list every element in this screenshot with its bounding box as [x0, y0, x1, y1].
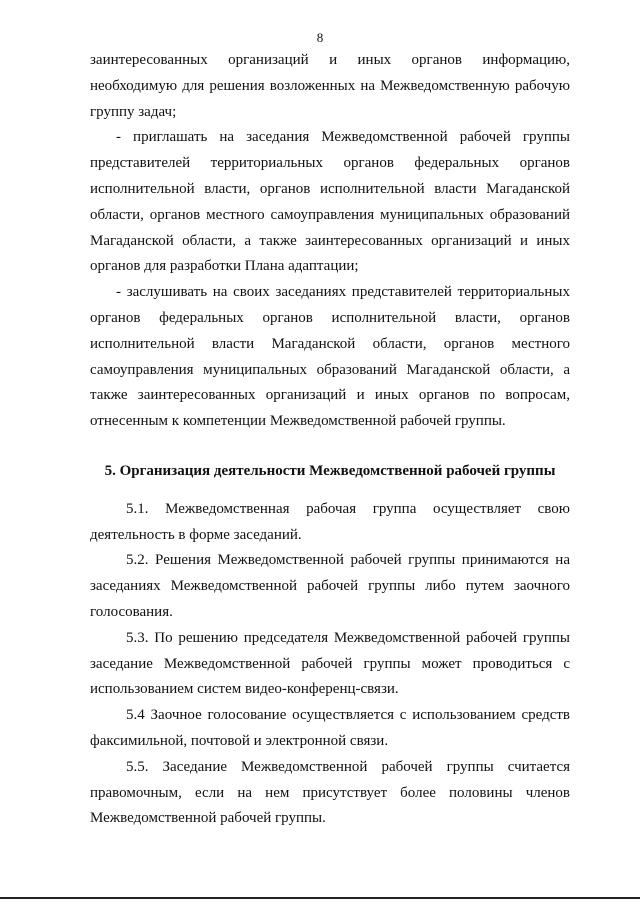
document-body: [90, 48, 570, 832]
paragraph-5-5: 5.5. Заседание Межведомственной рабочей группы считается правомочным, если на нем присутствует более половины членов Межведомственной рабочей группы.: [90, 758, 570, 827]
paragraph-hear: - заслушивать на своих заседаниях представителей территориальных органов федеральных органов исполнительной власти, органов исполнительной власти Магаданской области, органов местного самоуправления муниципальных образований Магаданской области, а также заинтересованных организаций и иных органов по вопросам, отнесенным к компетенции Межведомственной рабочей группы.: [90, 284, 570, 430]
paragraph-5-1: 5.1. Межведомственная рабочая группа осуществляет свою деятельность в форме заседаний.: [90, 500, 570, 543]
paragraph-5-2: 5.2. Решения Межведомственной рабочей группы принимаются на заседаниях Межведомственной рабочей группы либо путем заочного голосования.: [90, 552, 570, 620]
paragraph-5-3: 5.3. По решению председателя Межведомственной рабочей группы заседание Межведомственной рабочей группы может проводиться с использованием систем видео-конференц-связи.: [90, 629, 570, 698]
paragraph-5-4: 5.4 Заочное голосование осуществляется с использованием средств факсимильной, почтовой и электронной связи.: [90, 707, 570, 749]
paragraph-continuation: заинтересованных организаций и иных органов информацию, необходимую для решения возложенных на Межведомственную рабочую группу задач;: [90, 52, 570, 120]
section-heading: 5. Организация деятельности Межведомственной рабочей группы: [104, 462, 556, 479]
paragraph-invite: - приглашать на заседания Межведомственной рабочей группы представителей территориальных органов федеральных органов исполнительной власти, органов исполнительной власти Магаданской области, органов местного самоуправления муниципальных образований Магаданской области, а также заинтересованных организаций и иных органов для разработки Плана адаптации;: [90, 129, 570, 275]
scan-edge-line: [0, 897, 640, 899]
page-number: 8: [316, 30, 324, 45]
